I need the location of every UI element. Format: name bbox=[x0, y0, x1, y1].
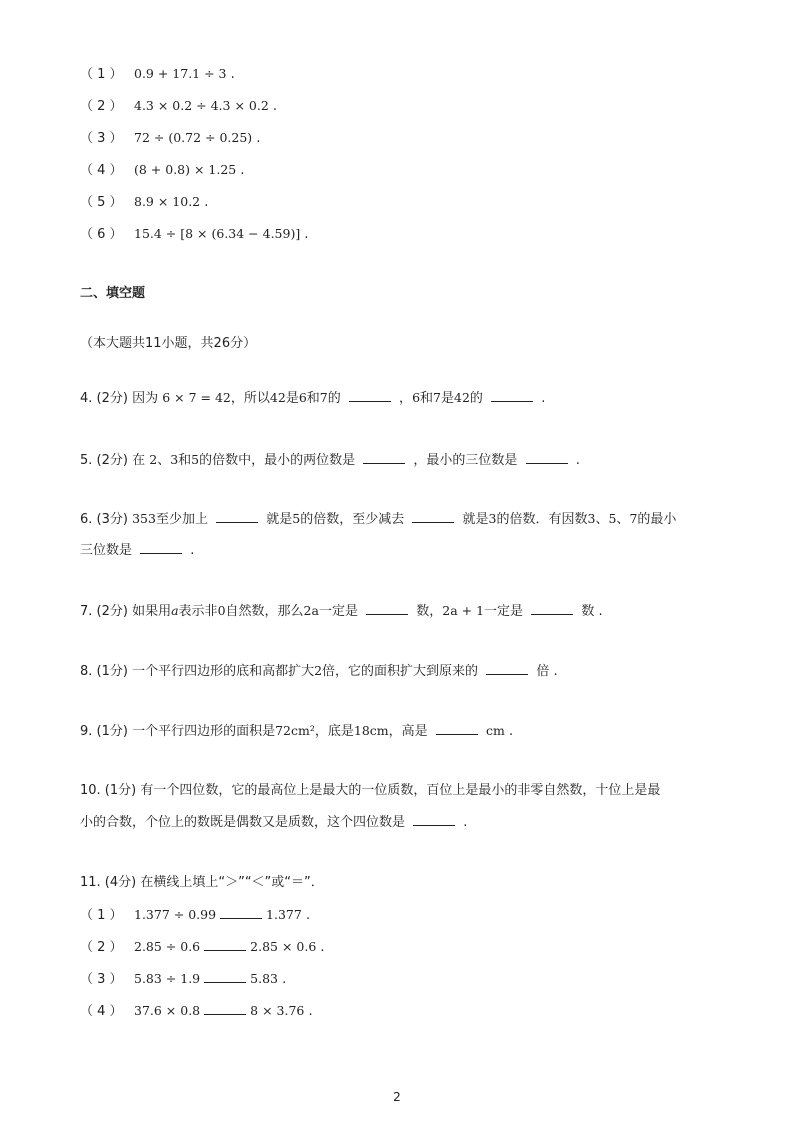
answer-blank[interactable] bbox=[526, 451, 568, 464]
answer-blank[interactable] bbox=[531, 602, 573, 615]
question-8 bbox=[80, 661, 558, 682]
question-head: 4. (2分) 因为 bbox=[80, 391, 159, 406]
period: . bbox=[272, 99, 278, 114]
period: . bbox=[304, 227, 309, 242]
question-head: 6. (3分) bbox=[80, 512, 128, 527]
calc-item bbox=[80, 192, 208, 213]
text: 表示非 bbox=[178, 604, 218, 619]
question-head: 8. (1分) 一个平行四边形的底和高都扩大 bbox=[80, 664, 315, 679]
period: . bbox=[256, 131, 261, 146]
text: 一定是 bbox=[484, 604, 524, 619]
math: 2a + 1 bbox=[442, 603, 485, 618]
expression: 15.4 ÷ [8 × (6.34 − 4.59)] bbox=[134, 226, 301, 241]
text: 和 bbox=[306, 391, 320, 406]
question-10: 10. (1分) 有一个四位数，它的最高位上是最大的一位质数，百位上是最小的非零自然数，十位上是最 bbox=[80, 783, 661, 798]
text: 至少加上 bbox=[155, 512, 208, 527]
math: 2 bbox=[314, 663, 323, 678]
section-title: 二、填空题 bbox=[80, 286, 146, 301]
text: 就是 bbox=[462, 512, 489, 527]
period: . bbox=[508, 724, 514, 739]
math: 3 bbox=[170, 452, 179, 467]
text: 、 bbox=[157, 453, 171, 468]
calc-item bbox=[80, 64, 235, 85]
answer-blank[interactable] bbox=[436, 722, 478, 735]
math: 5 bbox=[292, 511, 301, 526]
answer-blank[interactable] bbox=[363, 451, 405, 464]
text: 的倍数．有因数 bbox=[496, 512, 588, 527]
text: 和 bbox=[420, 391, 434, 406]
item-index: （ 5 ） bbox=[80, 195, 123, 210]
answer-blank[interactable] bbox=[140, 541, 182, 554]
text: 的倍数中，最小的两位数是 bbox=[199, 453, 356, 468]
item-index: （ 1 ） bbox=[80, 908, 123, 923]
period: . bbox=[320, 940, 325, 955]
text: 是 bbox=[285, 391, 299, 406]
compare-item bbox=[80, 1001, 313, 1022]
expression: 37.6 × 0.8 bbox=[134, 1003, 201, 1018]
item-index: （ 1 ） bbox=[80, 67, 123, 82]
compare-item bbox=[80, 905, 310, 926]
text: 、 bbox=[595, 512, 609, 527]
question-6-line-2 bbox=[80, 541, 194, 561]
math: 5 bbox=[608, 511, 617, 526]
period: . bbox=[240, 163, 245, 178]
text: 的 bbox=[469, 391, 483, 406]
question-5 bbox=[80, 450, 580, 471]
expression: 0.9 + 17.1 ÷ 3 bbox=[134, 66, 227, 81]
text: 的最小 bbox=[637, 512, 677, 527]
period: . bbox=[230, 67, 235, 82]
expression: 5.83 ÷ 1.9 bbox=[134, 971, 201, 986]
text: ，所以 bbox=[230, 391, 270, 406]
period: . bbox=[204, 195, 209, 210]
period: . bbox=[553, 664, 558, 679]
expression: 5.83 bbox=[250, 971, 278, 986]
math: 42 bbox=[269, 390, 286, 405]
question-10-line-2 bbox=[80, 813, 467, 833]
period: . bbox=[308, 1004, 313, 1019]
text: ，底是 bbox=[314, 724, 354, 739]
item-index: （ 3 ） bbox=[80, 131, 123, 146]
item-index: （ 2 ） bbox=[80, 99, 123, 114]
answer-blank[interactable] bbox=[204, 938, 246, 951]
expression: (8 + 0.8) × 1.25 bbox=[134, 162, 237, 177]
math: 2 bbox=[149, 452, 158, 467]
answer-blank[interactable] bbox=[486, 662, 528, 675]
item-index: （ 2 ） bbox=[80, 940, 123, 955]
question-head: 5. (2分) 在 bbox=[80, 453, 146, 468]
compare-item bbox=[80, 969, 286, 990]
expression: 4.3 × 0.2 ÷ 4.3 × 0.2 bbox=[134, 98, 269, 113]
math: 7 bbox=[433, 390, 441, 405]
section-info: （本大题共11小题，共26分） bbox=[80, 336, 257, 351]
text: 数， bbox=[416, 604, 443, 619]
math: 353 bbox=[132, 511, 156, 526]
expression: 1.377 bbox=[266, 907, 302, 922]
math: 0 bbox=[217, 603, 226, 618]
text: 是 bbox=[440, 391, 454, 406]
math: cm bbox=[485, 723, 505, 738]
answer-blank[interactable] bbox=[220, 906, 262, 919]
answer-blank[interactable] bbox=[491, 389, 533, 402]
text: 倍，它的面积扩大到原来的 bbox=[322, 664, 479, 679]
math: 3 bbox=[587, 511, 596, 526]
math: 2a bbox=[303, 603, 319, 618]
math: a bbox=[171, 603, 179, 618]
period: . bbox=[305, 908, 311, 923]
answer-blank[interactable] bbox=[413, 813, 455, 826]
question-head: 7. (2分) 如果用 bbox=[80, 604, 172, 619]
answer-blank[interactable] bbox=[216, 510, 258, 523]
period: . bbox=[575, 453, 580, 468]
period: . bbox=[190, 543, 195, 558]
item-index: （ 6 ） bbox=[80, 227, 123, 242]
text: 的倍数，至少减去 bbox=[300, 512, 405, 527]
text: 数 bbox=[581, 604, 595, 619]
answer-blank[interactable] bbox=[349, 389, 391, 402]
text: 和 bbox=[178, 453, 192, 468]
text: 自然数，那么 bbox=[225, 604, 304, 619]
math: 5 bbox=[191, 452, 200, 467]
page-number: 2 bbox=[393, 1090, 401, 1104]
math: 18cm bbox=[353, 723, 389, 738]
math: 6 × 7 = 42 bbox=[162, 390, 231, 405]
question-9 bbox=[80, 721, 513, 742]
text: ，最小的三位数是 bbox=[413, 453, 518, 468]
answer-blank[interactable] bbox=[204, 970, 246, 983]
question-4 bbox=[80, 388, 545, 409]
expression: 2.85 × 0.6 bbox=[250, 939, 317, 954]
question-7 bbox=[80, 601, 603, 622]
expression: 1.377 ÷ 0.99 bbox=[134, 907, 217, 922]
period: . bbox=[282, 972, 287, 987]
calc-item bbox=[80, 96, 277, 117]
calc-item bbox=[80, 160, 245, 181]
math: 6 bbox=[412, 390, 421, 405]
item-index: （ 4 ） bbox=[80, 163, 123, 178]
answer-blank[interactable] bbox=[204, 1002, 246, 1015]
calc-item bbox=[80, 224, 309, 245]
text: ， bbox=[399, 391, 413, 406]
period: . bbox=[463, 815, 468, 830]
expression: 2.85 ÷ 0.6 bbox=[134, 939, 201, 954]
math: 42 bbox=[454, 390, 470, 405]
text: ，高是 bbox=[388, 724, 428, 739]
period: . bbox=[541, 391, 546, 406]
question-11: 11. (4分) 在横线上填上“＞”“＜”或“＝”． bbox=[80, 875, 324, 890]
text: 的 bbox=[327, 391, 341, 406]
question-head: 9. (1分) 一个平行四边形的面积是 bbox=[80, 724, 276, 739]
answer-blank[interactable] bbox=[412, 510, 454, 523]
math: 7 bbox=[629, 511, 638, 526]
item-index: （ 3 ） bbox=[80, 972, 123, 987]
math: 72cm² bbox=[275, 723, 315, 738]
expression: 72 ÷ (0.72 ÷ 0.25) bbox=[134, 130, 253, 145]
text: 三位数是 bbox=[80, 543, 133, 558]
text: 、 bbox=[616, 512, 630, 527]
question-6 bbox=[80, 509, 676, 530]
math: 6 bbox=[298, 390, 307, 405]
text: 一定是 bbox=[318, 604, 358, 619]
period: . bbox=[598, 604, 603, 619]
text: 倍 bbox=[536, 664, 550, 679]
calc-item bbox=[80, 128, 260, 149]
compare-item bbox=[80, 937, 325, 958]
text: 就是 bbox=[266, 512, 293, 527]
math: 7 bbox=[319, 390, 328, 405]
answer-blank[interactable] bbox=[366, 602, 408, 615]
item-index: （ 4 ） bbox=[80, 1004, 123, 1019]
expression: 8.9 × 10.2 bbox=[134, 194, 201, 209]
expression: 8 × 3.76 bbox=[250, 1003, 305, 1018]
text: 小的合数，个位上的数既是偶数又是质数，这个四位数是 bbox=[80, 815, 406, 830]
math: 3 bbox=[488, 511, 497, 526]
